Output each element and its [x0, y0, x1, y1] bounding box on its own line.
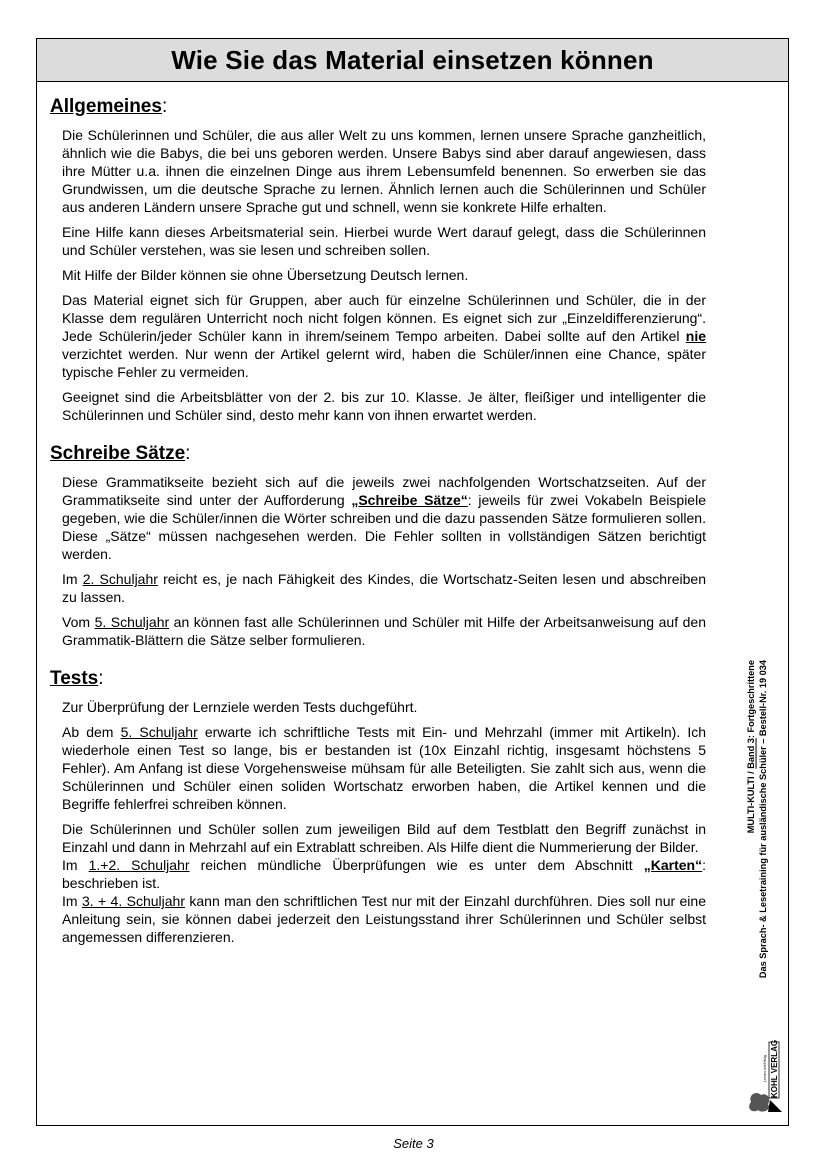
heading-allgemeines: Allgemeines: [50, 96, 168, 117]
paragraph: Eine Hilfe kann dieses Arbeitsmaterial sein. Hierbei wurde Wert darauf gelegt, dass die Schülerinnen und Schüler verstehen, was sie lesen und schreiben sollen. [62, 224, 706, 258]
paragraph: Diese Grammatikseite bezieht sich auf die jeweils zwei nachfolgenden Wortschatzseiten. Auf der Grammatikseite sind unter der Aufforderung „Schreibe Sätze“: jeweils für zwei Vokabeln Beispiele gegeben, wie die Schüler/innen die Wörter schreiben und die dazu passenden Sätze formulieren sollen. Diese „Sätze“ müssen nachgesehen werden. Die Fehler sollten in vollständigen Sätzen berichtigt werden. [62, 474, 706, 562]
heading-schreibe-saetze: Schreibe Sätze: [50, 443, 191, 464]
paragraph: Im 3. + 4. Schuljahr kann man den schriftlichen Test nur mit der Einzahl durchführen. Dies soll nur eine Anleitung sein, sie können dabei jederzeit den Leistungsstand ihrer Schülerinnen und Schüler selbst angemessen differenzieren. [62, 893, 706, 945]
logo-subline: Lernen mit Erfolg [763, 1055, 767, 1082]
paragraph: Im 1.+2. Schuljahr reichen mündliche Überprüfungen wie es unter dem Abschnitt „Karten“: beschrieben ist. [62, 857, 706, 891]
paragraph: Zur Überprüfung der Lernziele werden Tests duchgeführt. [62, 699, 418, 715]
page-title: Wie Sie das Material einsetzen können [37, 39, 788, 82]
paragraph: Das Material eignet sich für Gruppen, aber auch für einzelne Schülerinnen und Schüler, die in der Klasse dem regulären Unterricht noch nicht folgen können. Es eignet sich zur „Einzeldifferenzierung“. Jede Schülerin/jeder Schüler kann in ihrem/seinem Tempo arbeiten. Dabei sollte auf den Artikel nie verzichtet werden. Nur wenn der Artikel gelernt wird, haben die Schüler/innen eine Chance, später typische Fehler zu vermeiden. [62, 292, 706, 380]
heading-tests: Tests: [50, 668, 104, 689]
publisher-sidebar [746, 660, 796, 1115]
product-label: Das Sprach- & Lesetraining für ausländische Schüler – Bestell-Nr. 19 034 [758, 660, 768, 979]
content [50, 96, 706, 953]
paragraph: Vom 5. Schuljahr an können fast alle Schülerinnen und Schüler mit Hilfe der Arbeitsanweisung auf den Grammatik-Blättern die Sätze selber formulieren. [62, 614, 706, 648]
paragraph: Mit Hilfe der Bilder können sie ohne Übersetzung Deutsch lernen. [62, 267, 469, 283]
paragraph: Geeignet sind die Arbeitsblätter von der 2. bis zur 10. Klasse. Je älter, fleißiger und intelligenter die Schülerinnen und Schüler sind, desto mehr kann von ihnen erwartet werden. [62, 389, 706, 423]
paragraph: Die Schülerinnen und Schüler sollen zum jeweiligen Bild auf dem Testblatt den Begriff zunächst in Einzahl und dann in Mehrzahl auf ein Extrablatt schreiben. Als Hilfe dient die Nummerierung der Bilder. [62, 821, 706, 855]
paragraph: Ab dem 5. Schuljahr erwarte ich schriftliche Tests mit Ein- und Mehrzahl (immer mit Artikeln). Ich wiederhole einen Test so lange, bis er bestanden ist (10x Einzahl richtig, insgesamt höchstens 5 Fehler). Am Anfang ist diese Vorgehensweise mühsam für alle Beteiligten. Sie zahlt sich aus, wenn die Schülerinnen und Schüler einen soliden Wortschatz erworben haben, die Artikel kennen und die Begriffe fehlerfrei schreiben können. [62, 724, 706, 812]
paragraph: Die Schülerinnen und Schüler, die aus aller Welt zu uns kommen, lernen unsere Sprache ganzheitlich, ähnlich wie die Babys, die bei uns geboren werden. Unsere Babys sind aber darauf angewiesen, dass ihre Mütter u.a. ihnen die einzelnen Dinge aus ihrem Lebensumfeld benennen. So erwerben sie das Grundwissen, um die deutsche Sprache zu lernen. Ähnlich lernen auch die Schülerinnen und Schüler aus anderen Ländern unsere Sprache gut und schnell, wenn sie konkrete Hilfe erhalten. [62, 127, 706, 215]
page-number: Seite 3 [393, 1136, 434, 1151]
paragraph: Im 2. Schuljahr reicht es, je nach Fähigkeit des Kindes, die Wortschatz-Seiten lesen und abschreiben zu lassen. [62, 571, 706, 605]
series-label: MULTI-KULTI / Band 3: Fortgeschrittene [746, 660, 756, 834]
logo-wordmark: KOHL VERLAG [770, 1040, 779, 1098]
kohl-verlag-logo-icon [746, 1040, 786, 1115]
